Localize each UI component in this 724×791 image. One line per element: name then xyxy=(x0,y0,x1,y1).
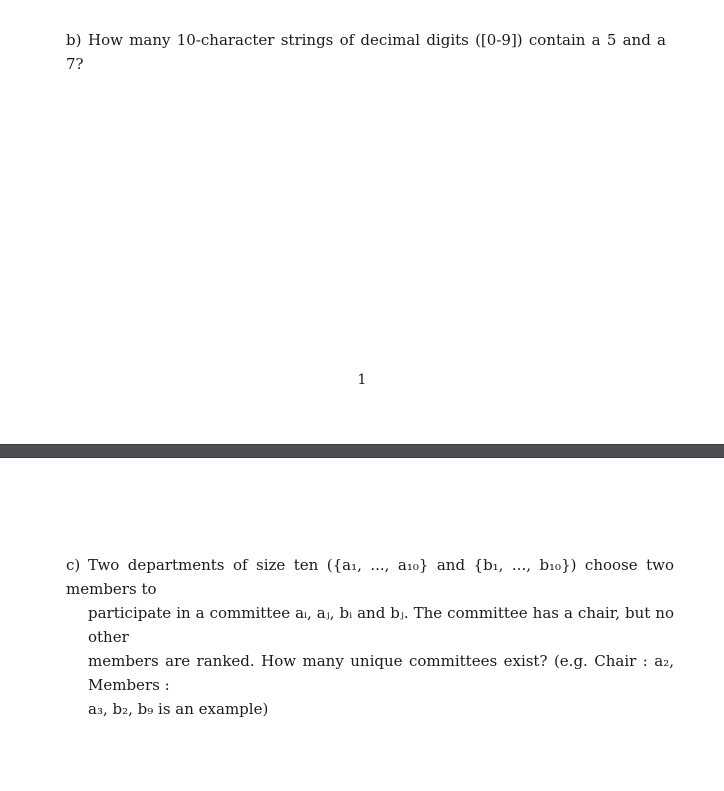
problem-first-line xyxy=(66,553,674,601)
problem-c xyxy=(66,553,674,721)
problem-text-line-4: a₃, b₂, b₉ is an example) xyxy=(88,700,269,718)
problem-b xyxy=(66,28,666,76)
problem-text: How many 10-character strings of decimal digits ([0-9]) contain a 5 and a 7? xyxy=(66,31,666,73)
problem-text-line-1: Two departments of size ten ({a₁, ..., a₁₀} and {b₁, ..., b₁₀}) choose two members to xyxy=(66,556,674,598)
problem-label: c) xyxy=(66,556,81,574)
page-separator xyxy=(0,444,724,458)
problem-text-line-2: participate in a committee aᵢ, aⱼ, bᵢ and bⱼ. The committee has a chair, but no other xyxy=(88,604,674,646)
problem-text-line-3: members are ranked. How many unique committees exist? (e.g. Chair : a₂, Members : xyxy=(88,652,674,694)
page-number: 1 xyxy=(357,372,367,388)
problem-label: b) xyxy=(66,31,82,49)
